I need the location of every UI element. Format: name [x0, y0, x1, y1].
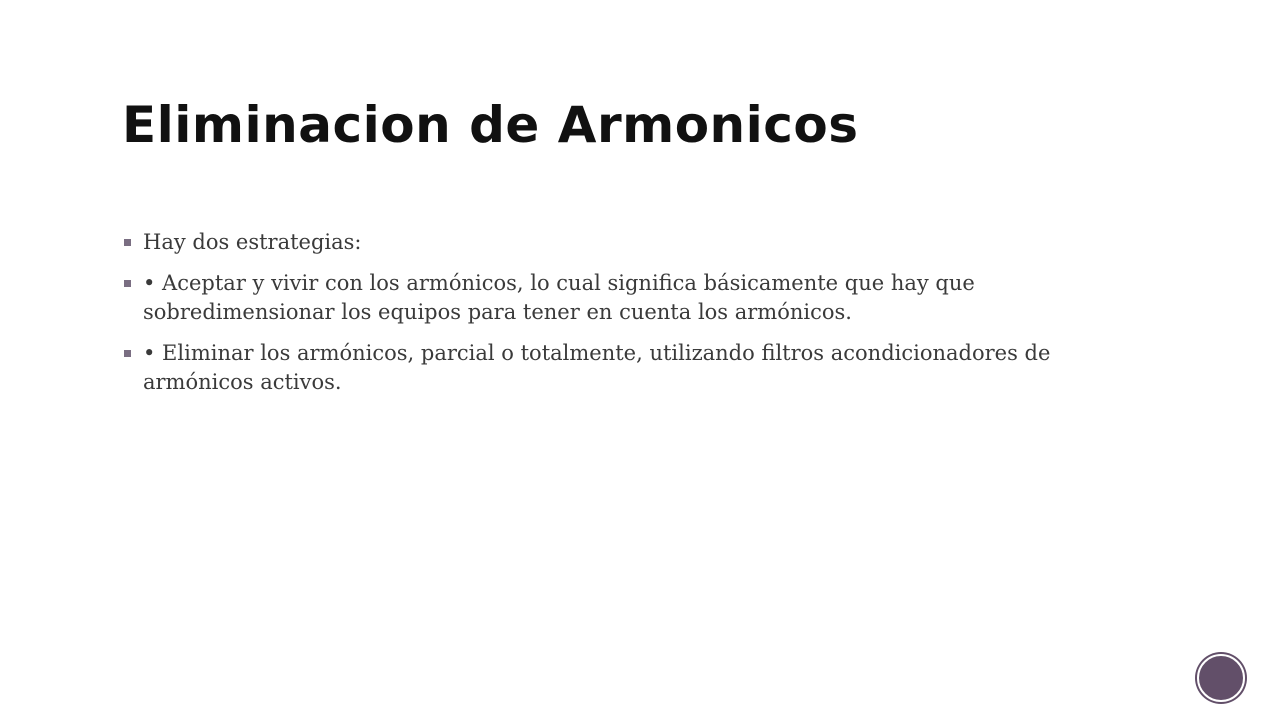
small-square-icon: [124, 350, 131, 357]
bullet-list: [124, 228, 1134, 409]
small-square-icon: [124, 280, 131, 287]
bullet-item: [124, 228, 1134, 257]
small-square-icon: [124, 239, 131, 246]
slide-title: Eliminacion de Armonicos: [122, 96, 859, 154]
bullet-item: [124, 269, 1134, 327]
bullet-text: • Eliminar los armónicos, parcial o totalmente, utilizando filtros acondicionadores de armónicos activos.: [143, 341, 1051, 394]
bullet-text: Hay dos estrategias:: [143, 230, 362, 254]
slide-number-badge: [1197, 654, 1245, 702]
bullet-item: [124, 339, 1134, 397]
bullet-text: • Aceptar y vivir con los armónicos, lo cual significa básicamente que hay que sobredimensionar los equipos para tener en cuenta los armónicos.: [143, 271, 975, 324]
